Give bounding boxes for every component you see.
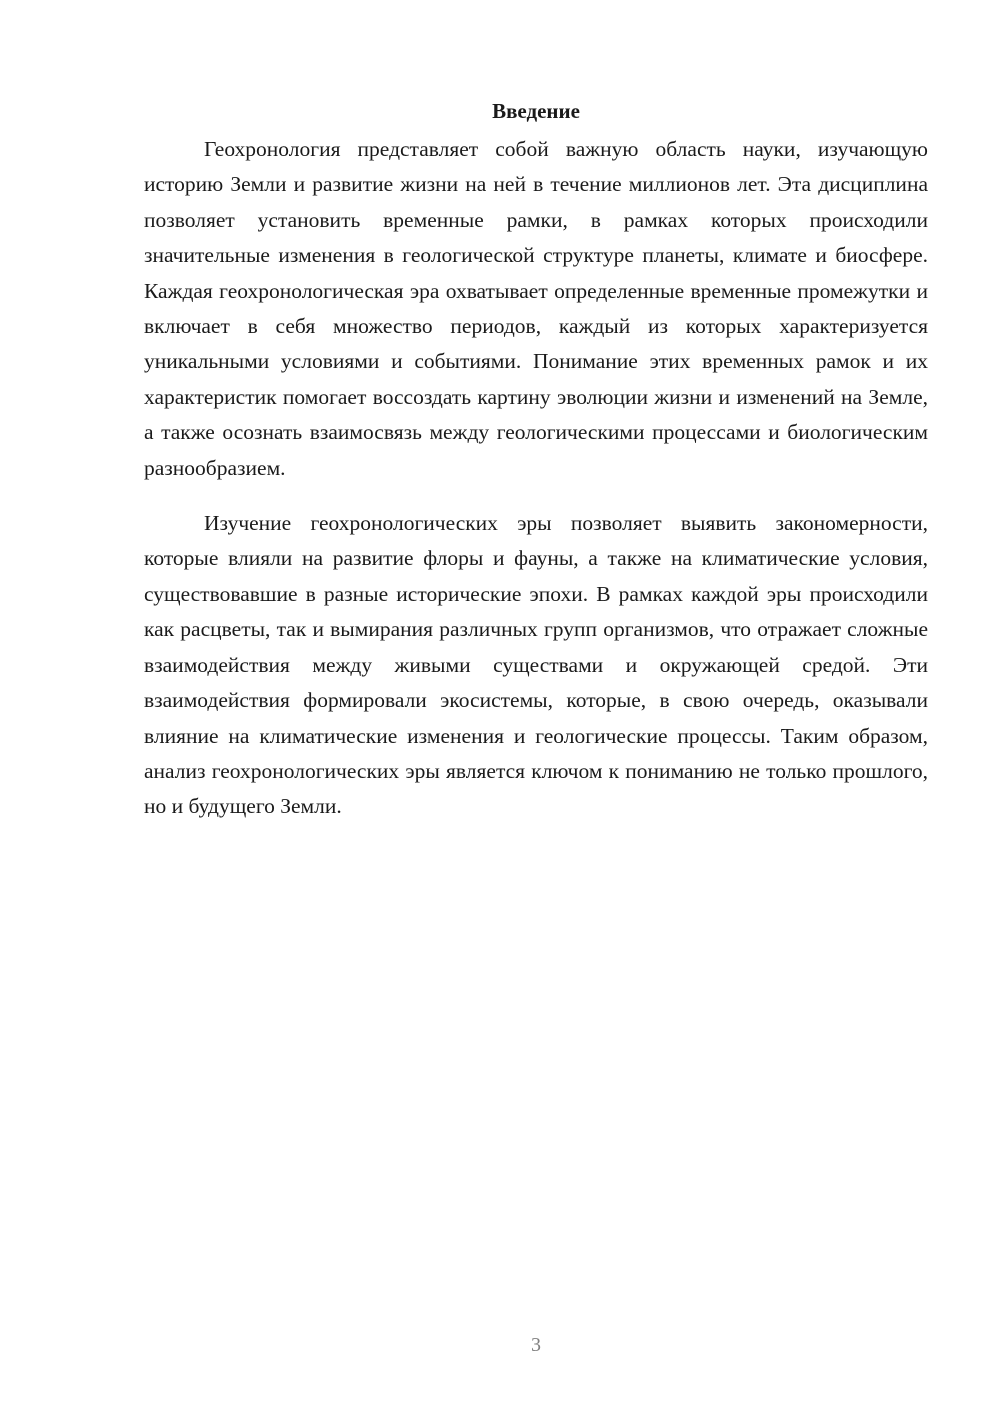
section-heading: Введение bbox=[492, 99, 580, 123]
page-number: 3 bbox=[531, 1334, 541, 1356]
paragraph-2: Изучение геохронологических эры позволяет выявить закономерности, которые влияли на развитие флоры и фауны, а также на климатические условия, существовавшие в разные исторические эпохи. В рамках каждой эры происходили как расцветы, так и вымирания различных групп организмов, что отражает сложные взаимодействия между живыми существами и окружающей средой. Эти взаимодействия формировали экосистемы, которые, в свою очередь, оказывали влияние на климатические изменения и геологические процессы. Таким образом, анализ геохронологических эры является ключом к пониманию не только прошлого, но и будущего Земли. bbox=[144, 511, 928, 819]
paragraph-1: Геохронология представляет собой важную область науки, изучающую историю Земли и развитие жизни на ней в течение миллионов лет. Эта дисциплина позволяет установить временные рамки, в рамках которых происходили значительные изменения в геологической структуре планеты, климате и биосфере. Каждая геохронологическая эра охватывает определенные временные промежутки и включает в себя множество периодов, каждый из которых характеризуется уникальными условиями и событиями. Понимание этих временных рамок и их характеристик помогает воссоздать картину эволюции жизни и изменений на Земле, а также осознать взаимосвязь между геологическими процессами и биологическим разнообразием. bbox=[144, 137, 928, 480]
page-content bbox=[144, 96, 928, 825]
